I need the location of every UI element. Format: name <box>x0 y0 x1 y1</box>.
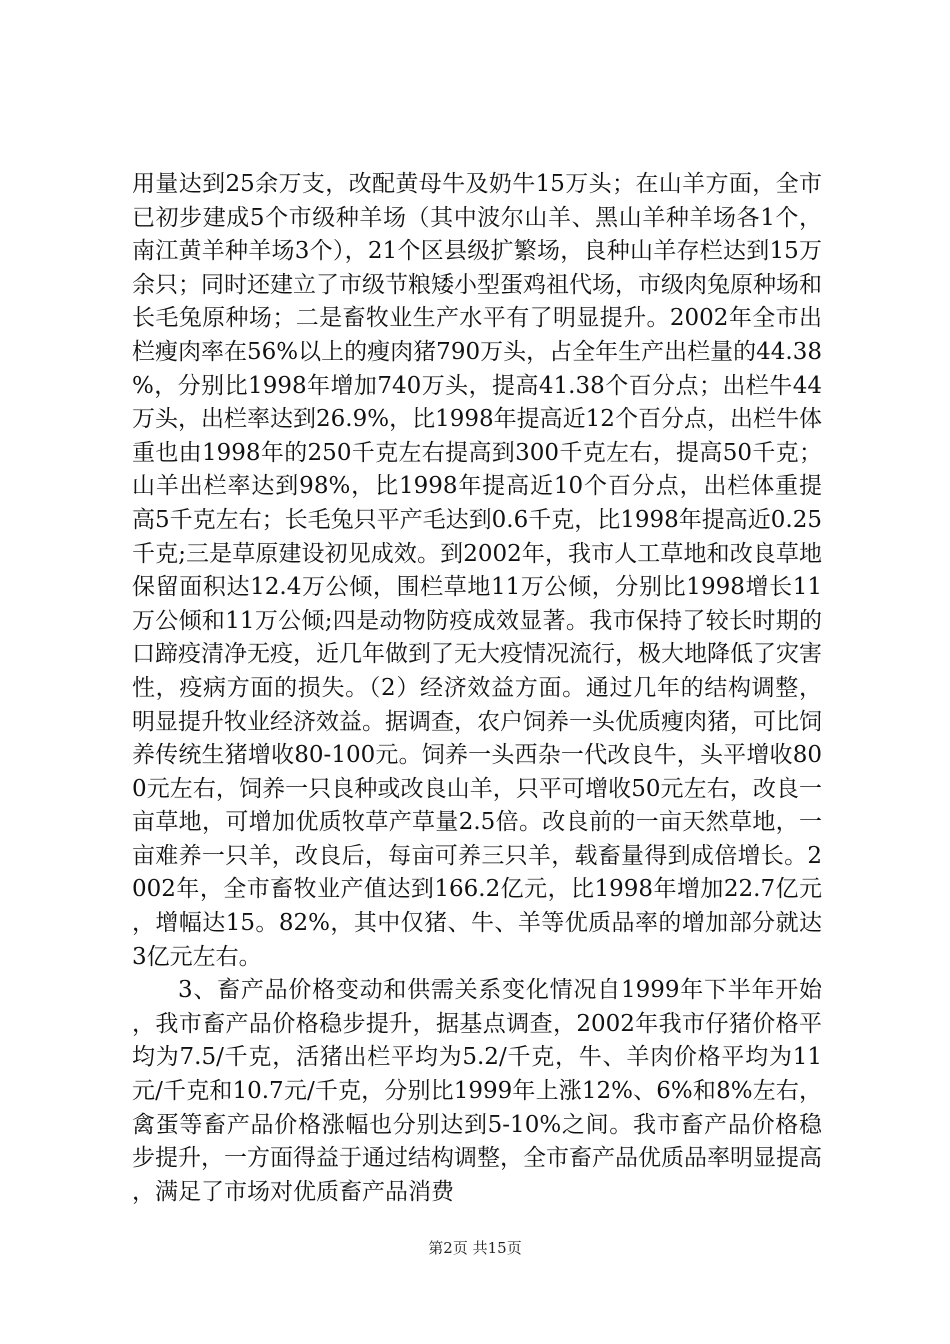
body-paragraph-1: 用量达到25余万支，改配黄母牛及奶牛15万头；在山羊方面，全市已初步建成5个市级种羊场（其中波尔山羊、黑山羊种羊场各1个，南江黄羊种羊场3个），21个区县级扩繁场，良种山羊存栏达到15万余只；同时还建立了市级节粮矮小型蛋鸡祖代场，市级肉兔原种场和长毛兔原种场；二是畜牧业生产水平有了明显提升。2002年全市出栏瘦肉率在56%以上的瘦肉猪790万头，占全年生产出栏量的44.38%，分别比1998年增加740万头，提高41.38个百分点；出栏牛44万头，出栏率达到26.9%，比1998年提高近12个百分点，出栏牛体重也由1998年的250千克左右提高到300千克左右，提高50千克；山羊出栏率达到98%，比1998年提高近10个百分点，出栏体重提高5千克左右；长毛兔只平产毛达到0.6千克，比1998年提高近0.25千克;三是草原建设初见成效。到2002年，我市人工草地和改良草地保留面积达12.4万公倾，围栏草地11万公倾，分别比1998增长11万公倾和11万公倾;四是动物防疫成效显著。我市保持了较长时期的口蹄疫清净无疫，近几年做到了无大疫情况流行，极大地降低了灾害性，疫病方面的损失。（2）经济效益方面。通过几年的结构调整，明显提升牧业经济效益。据调查，农户饲养一头优质瘦肉猪，可比饲养传统生猪增收80-100元。饲养一头西杂一代改良牛，头平增收800元左右，饲养一只良种或改良山羊，只平可增收50元左右，改良一亩草地，可增加优质牧草产草量2.5倍。改良前的一亩天然草地，一亩难养一只羊，改良后，每亩可养三只羊，载畜量得到成倍增长。2002年，全市畜牧业产值达到166.2亿元，比1998年增加22.7亿元，增幅达15。82%，其中仅猪、牛、羊等优质品率的增加部分就达3亿元左右。 <box>132 171 822 970</box>
document-body <box>132 168 822 1209</box>
page-number-footer: 第2页 共15页 <box>428 1239 522 1257</box>
body-paragraph-2: 3、畜产品价格变动和供需关系变化情况自1999年下半年开始，我市畜产品价格稳步提升，据基点调查，2002年我市仔猪价格平均为7.5/千克，活猪出栏平均为5.2/千克，牛、羊肉价格平均为11元/千克和10.7元/千克，分别比1999年上涨12%、6%和8%左右，禽蛋等畜产品价格涨幅也分别达到5-10%之间。我市畜产品价格稳步提升，一方面得益于通过结构调整，全市畜产品优质品率明显提高，满足了市场对优质畜产品消费 <box>132 977 822 1205</box>
